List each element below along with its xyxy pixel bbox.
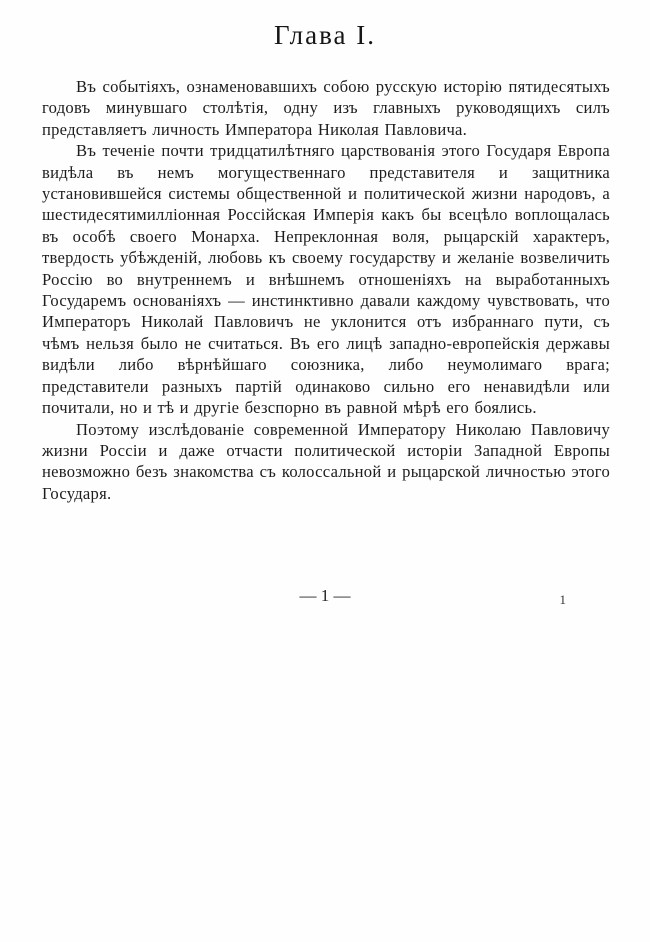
body-text bbox=[0, 51, 650, 504]
paragraph-1: Въ событіяхъ, ознаменовавшихъ собою русскую исторію пятидесятыхъ годовъ минувшаго столѣтія, одну изъ главныхъ руководящихъ силъ представляетъ личность Императора Николая Павловича. bbox=[42, 77, 610, 139]
signature-number: 1 bbox=[559, 592, 566, 607]
paragraph-3: Поэтому изслѣдованіе современной Императору Николаю Павловичу жизни Россіи и даже отчасти политической исторіи Западной Европы невозможно безъ знакомства съ колоссальной и рыцарской личностью этого Государя. bbox=[42, 419, 610, 503]
page-number: — 1 — bbox=[299, 586, 351, 605]
paragraph-2: Въ теченіе почти тридцатилѣтняго царствованія этого Государя Европа видѣла въ немъ могущественнаго представителя и защитника установившейся системы общественной и политической жизни народовъ, а шестидесятимилліонная Россійская Имперія какъ бы всецѣло воплощалась въ особѣ своего Монарха. Непреклонная воля, рыцарскій характеръ, твердость убѣжденій, любовь къ своему государству и желаніе возвеличить Россію во внутреннемъ и внѣшнемъ отношеніяхъ на выработанныхъ Государемъ основаніяхъ — инстинктивно давали каждому чувствовать, что Императоръ Николай Павловичъ не уклонится отъ избраннаго пути, съ чѣмъ нельзя было не считаться. Въ его лицѣ западно-европейскія державы видѣли либо вѣрнѣйшаго союзника, либо неумолимаго врага; представители разныхъ партій одинаково сильно его ненавидѣли или почитали, но и тѣ и другіе безспорно въ равной мѣрѣ его боялись. bbox=[42, 141, 610, 418]
chapter-title: Глава I. bbox=[274, 20, 376, 50]
